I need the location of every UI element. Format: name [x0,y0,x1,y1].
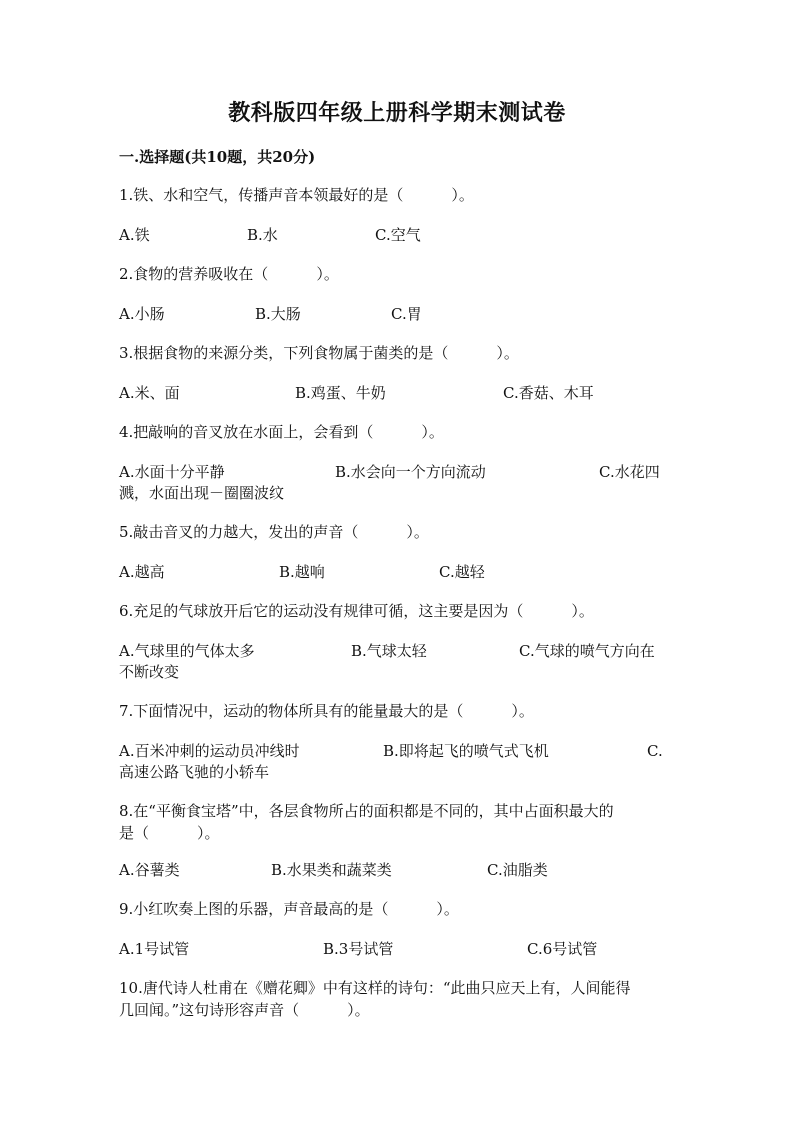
option-b[interactable]: B.气球太轻 [351,642,427,660]
question-6 [119,600,679,622]
question-1 [119,184,679,206]
question-stem: 9.小红吹奏上图的乐器，声音最高的是（ [119,900,389,918]
question-stem-end: ）。 [571,602,594,620]
question-3 [119,342,679,364]
option-c[interactable]: C.香菇、木耳 [503,384,594,402]
question-stem-end: ）。 [316,265,339,283]
question-2 [119,263,679,285]
question-stem-end: ）。 [496,344,519,362]
option-c-continued: 溅，水面出现－圈圈波纹 [119,484,285,502]
question-stem-line1: 8.在“平衡食宝塔”中，各层食物所占的面积都是不同的，其中占面积最大的 [119,802,614,820]
question-stem-end: ）。 [436,900,459,918]
question-stem-end: ）。 [511,702,534,720]
question-stem: 是（ [119,824,150,842]
page-title: 教科版四年级上册科学期末测试卷 [228,100,566,126]
question-5 [119,521,679,543]
option-c[interactable]: C. [647,742,663,760]
option-c[interactable]: C.越轻 [439,563,485,581]
question-7 [119,700,679,722]
option-a[interactable]: A.越高 [119,563,165,581]
option-c[interactable]: C.6号试管 [527,940,598,958]
option-c[interactable]: C.油脂类 [487,861,548,879]
option-b[interactable]: B.水 [247,226,278,244]
option-b[interactable]: B.即将起飞的喷气式飞机 [383,742,549,760]
option-c-continued: 不断改变 [119,663,180,681]
question-stem-end: ）。 [421,423,444,441]
option-c[interactable]: C.水花四 [599,463,660,481]
option-c[interactable]: C.空气 [375,226,421,244]
option-b[interactable]: B.3号试管 [323,940,394,958]
question-stem: 1.铁、水和空气，传播声音本领最好的是（ [119,186,404,204]
question-stem-end: ）。 [406,523,429,541]
question-10 [119,977,679,1021]
option-b[interactable]: B.鸡蛋、牛奶 [295,384,386,402]
option-a[interactable]: A.铁 [119,226,150,244]
question-stem: 5.敲击音叉的力越大，发出的声音（ [119,523,359,541]
question-stem: 几回闻。”这句诗形容声音（ [119,1001,300,1019]
option-b[interactable]: B.越响 [279,563,325,581]
option-a[interactable]: A.水面十分平静 [119,463,225,481]
question-stem-end: ）。 [451,186,474,204]
question-stem: 6.充足的气球放开后它的运动没有规律可循，这主要是因为（ [119,602,524,620]
option-b[interactable]: B.大肠 [255,305,301,323]
option-a[interactable]: A.1号试管 [119,940,190,958]
option-a[interactable]: A.小肠 [119,305,165,323]
option-c-continued: 高速公路飞驰的小轿车 [119,763,270,781]
option-a[interactable]: A.谷薯类 [119,861,180,879]
question-stem: 2.食物的营养吸收在（ [119,265,269,283]
question-stem-line1: 10.唐代诗人杜甫在《赠花卿》中有这样的诗句：“此曲只应天上有，人间能得 [119,979,631,997]
option-b[interactable]: B.水会向一个方向流动 [335,463,486,481]
question-stem: 7.下面情况中，运动的物体所具有的能量最大的是（ [119,702,464,720]
question-stem: 4.把敲响的音叉放在水面上，会看到（ [119,423,374,441]
question-4 [119,421,679,443]
question-stem-end: ）。 [347,1001,370,1019]
question-stem-end: ）。 [197,824,220,842]
section-heading: 一.选择题(共10题，共20分) [119,148,316,166]
option-b[interactable]: B.水果类和蔬菜类 [271,861,392,879]
question-8 [119,800,679,844]
option-a[interactable]: A.百米冲刺的运动员冲线时 [119,742,300,760]
option-a[interactable]: A.气球里的气体太多 [119,642,255,660]
question-9 [119,898,679,920]
question-stem: 3.根据食物的来源分类，下列食物属于菌类的是（ [119,344,449,362]
option-c[interactable]: C.胃 [391,305,422,323]
option-a[interactable]: A.米、面 [119,384,180,402]
option-c[interactable]: C.气球的喷气方向在 [519,642,655,660]
